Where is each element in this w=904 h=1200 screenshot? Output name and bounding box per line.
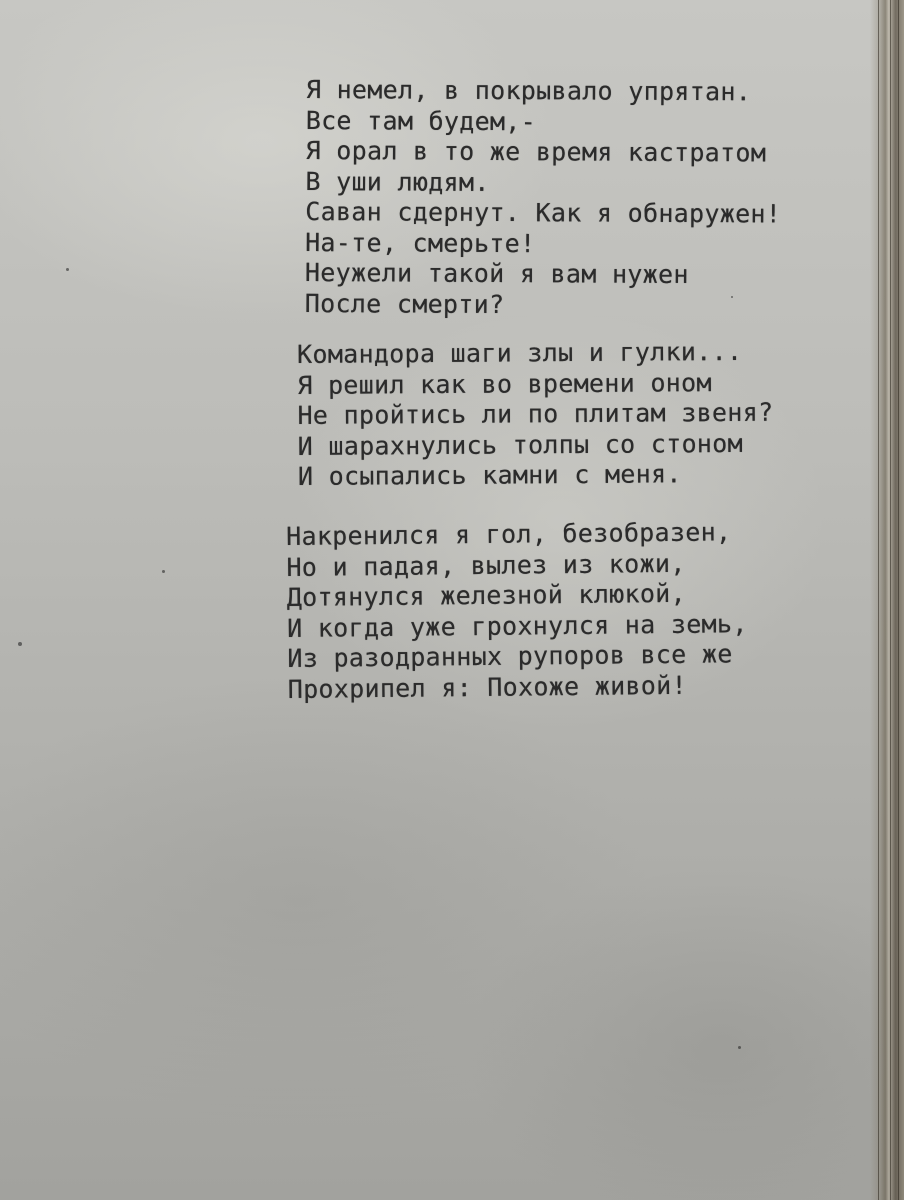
poem-line: Но и падая, вылез из кожи,	[286, 548, 686, 582]
paper-speck	[162, 570, 165, 573]
paper-speck	[18, 642, 22, 646]
paper-speck	[731, 296, 733, 298]
poem-line: Неужели такой я вам нужен	[304, 257, 689, 290]
binding-crease	[890, 0, 891, 1200]
stanza-3	[286, 517, 748, 705]
poem-line: Из разодранных рупоров все же	[287, 639, 733, 673]
poem-line: Командора шаги злы и гулки...	[297, 336, 743, 369]
stanza-1	[305, 75, 782, 321]
poem-line: На-те, смерьте!	[305, 227, 536, 258]
binding-crease	[878, 0, 879, 1200]
paper-speck	[66, 268, 69, 271]
poem-line: Я решил как во времени оном	[297, 367, 712, 400]
binding-crease	[898, 0, 899, 1200]
poem-line: Накренился я гол, безобразен,	[286, 517, 732, 551]
poem-line: Прохрипел я: Похоже живой!	[287, 670, 688, 704]
poem-line: И когда уже грохнулся на земь,	[286, 608, 748, 643]
poem-line: Я немел, в покрывало упрятан.	[305, 75, 752, 107]
poem-line: Не пройтись ли по плитам звеня?	[297, 397, 774, 430]
poem-line: Все там будем,-	[305, 105, 537, 136]
book-binding-edge	[870, 0, 904, 1200]
poem-line: И осыпались камни с меня.	[297, 459, 682, 491]
poem-line: И шарахнулись толпы со стоном	[297, 428, 744, 461]
poem-line: В уши людям.	[305, 166, 490, 197]
poem-line: После смерти?	[304, 288, 505, 319]
poem-line: Саван сдернут. Как я обнаружен!	[305, 196, 782, 229]
stanza-2	[297, 337, 774, 493]
paper-speck	[738, 1046, 741, 1049]
poem-line: Я орал в то же время кастратом	[305, 135, 767, 168]
poem-line: Дотянулся железной клюкой,	[286, 578, 687, 612]
